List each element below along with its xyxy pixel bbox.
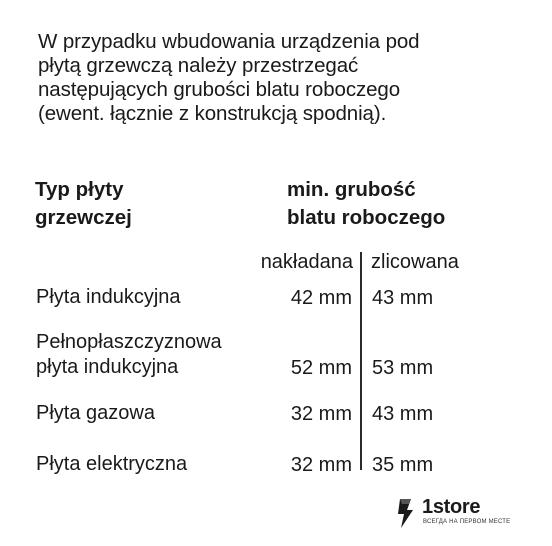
row-value-flush: 35 mm [372,454,434,476]
intro-line: następujących grubości blatu roboczego [38,78,401,101]
lightning-one-icon [396,496,418,530]
row-value-surface: 32 mm [290,454,352,476]
column-header-surface: nakładana [260,251,353,273]
row-value-flush: 53 mm [372,357,434,379]
row-label-electric: Płyta elektryczna [36,453,188,475]
row-label-line1: Pełnopłaszczyznowa [36,331,222,353]
header-hob-type [35,176,132,232]
row-label-full-surface-induction [36,330,222,380]
header-min-thickness-line2: blatu roboczego [287,206,446,229]
store-logo-name: 1store [422,496,481,518]
row-label-gas: Płyta gazowa [36,402,155,424]
header-min-thickness-line1: min. grubość [287,178,416,201]
header-hob-type-line1: Typ płyty [35,178,124,201]
row-value-surface: 42 mm [290,287,352,309]
row-value-surface: 52 mm [290,357,352,379]
header-min-thickness [287,176,445,232]
row-value-flush: 43 mm [372,403,434,425]
header-hob-type-line2: grzewczej [35,206,132,229]
intro-line: (ewent. łącznie z konstrukcją spodnią). [38,102,387,125]
row-value-flush: 43 mm [372,287,434,309]
intro-line: W przypadku wbudowania urządzenia pod [38,30,420,53]
column-divider [360,252,362,470]
intro-paragraph [38,30,538,126]
intro-line: płytą grzewczą należy przestrzegać [38,54,359,77]
column-header-flush: zlicowana [371,251,459,273]
row-label-induction: Płyta indukcyjna [36,286,181,308]
row-label-line2: płyta indukcyjna [36,356,179,378]
store-logo [396,496,522,530]
store-logo-tagline: ВСЕГДА НА ПЕРВОМ МЕСТЕ [423,519,511,525]
row-value-surface: 32 mm [290,403,352,425]
